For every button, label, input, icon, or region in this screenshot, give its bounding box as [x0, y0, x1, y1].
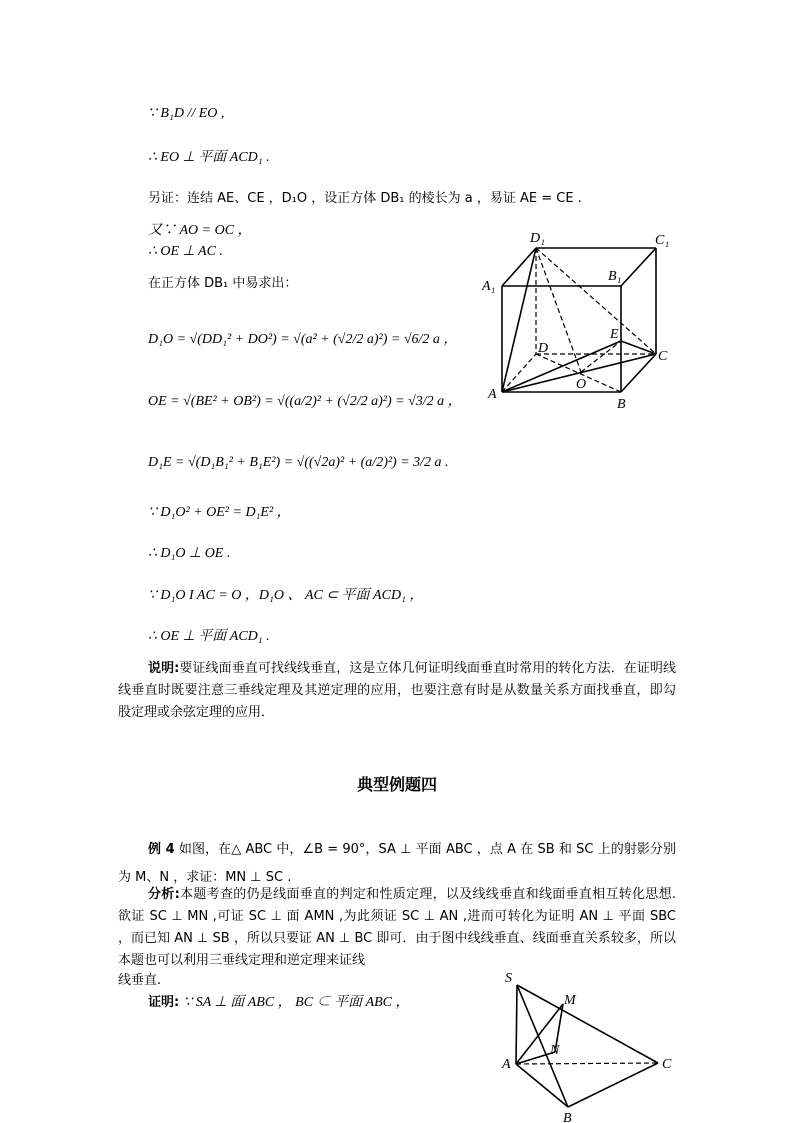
- cube-calc-intro: 在正方体 DB₁ 中易求出：: [148, 276, 298, 291]
- proof-line-parallel: ∵ B₁D // EO ,: [148, 106, 225, 121]
- example-label: 例 4: [148, 842, 175, 857]
- cube-diagram: [480, 226, 690, 426]
- proof-line-ao-oc: 又∵ AO = OC ，: [148, 223, 252, 238]
- proof-line-intersection: ∵ D₁O I AC = O ，D₁O 、 AC ⊂ 平面 ACD₁ ，: [148, 588, 424, 603]
- note-paragraph: [118, 658, 676, 724]
- proof-label: 证明:: [148, 995, 180, 1010]
- cube-label-e: E: [610, 327, 619, 342]
- cube-label-c: C: [658, 349, 668, 364]
- proof-line-conclusion: ∴ OE ⊥ 平面 ACD₁ .: [148, 629, 270, 644]
- section-title: 典型例题四: [356, 775, 437, 794]
- proof-line-oe-perp-ac: ∴ OE ⊥ AC .: [148, 244, 223, 259]
- tri-label-b: B: [563, 1111, 572, 1123]
- tri-label-a: A: [502, 1057, 511, 1072]
- analysis-label: 分析:: [148, 887, 180, 902]
- proof-line-d1o-perp-oe: ∴ D₁O ⊥ OE .: [148, 546, 231, 561]
- formula-oe: OE = √(BE² + OB²) = √((a/2)² + (√2/2 a)²) = √3/2 a ，: [148, 394, 462, 409]
- tri-label-c: C: [662, 1057, 672, 1072]
- cube-label-d1: D₁: [530, 231, 545, 246]
- proof-start: [148, 995, 410, 1011]
- pyramid-diagram: [500, 968, 690, 1123]
- formula-d1o: D₁O = √(DD₁² + DO²) = √(a² + (√2/2 a)²) = √6/2 a ，: [148, 332, 458, 347]
- note-text: 要证线面垂直可找线线垂直，这是立体几何证明线面垂直时常用的转化方法．在证明线线垂直时既要注意三垂线定理及其逆定理的应用，也要注意有时是从数量关系方面找垂直，即勾股定理或余弦定理的应用．: [118, 661, 676, 720]
- cube-label-b1: B₁: [608, 269, 622, 284]
- proof-line-pythagoras: ∵ D₁O² + OE² = D₁E² ，: [148, 505, 291, 520]
- tri-label-s: S: [505, 971, 512, 986]
- alternate-proof-intro: 另证：连结 AE、CE ，D₁O ，设正方体 DB₁ 的棱长为 a ，易证 AE = CE .: [148, 191, 582, 206]
- note-label: 说明:: [148, 661, 180, 676]
- formula-d1e: D₁E = √(D₁B₁² + B₁E²) = √((√2a)² + (a/2)²) = 3/2 a .: [148, 455, 449, 470]
- tri-label-n: N: [550, 1043, 560, 1058]
- cube-label-b: B: [617, 397, 626, 412]
- example-text: 如图，在△ ABC 中，∠B = 90°，SA ⊥ 平面 ABC ，点 A 在 SB 和 SC 上的射影分别为 M、N ，求证：MN ⊥ SC .: [118, 842, 677, 885]
- cube-label-a1: A₁: [482, 279, 496, 294]
- proof-line-eo-perp: ∴ EO ⊥ 平面 ACD₁ .: [148, 150, 270, 165]
- cube-label-d: D: [538, 341, 549, 356]
- cube-label-c1: C₁: [655, 233, 670, 248]
- cube-label-o: O: [576, 377, 587, 392]
- cube-label-a: A: [488, 387, 497, 402]
- analysis-text: 本题考查的仍是线面垂直的判定和性质定理，以及线线垂直和线面垂直相互转化思想.欲证 SC ⊥ MN ,可证 SC ⊥ 面 AMN ,为此须证 SC ⊥ AN ,进而可转化为证明 AN ⊥ 平面 SBC ，而已知 AN ⊥ SB ，所以只要证 AN ⊥ BC 即可．由于图中线线垂直、线面垂直关系较多，所以本题也可以利用三垂线定理和逆定理来证线: [118, 887, 677, 968]
- proof-text: ∵ SA ⊥ 面 ABC ， BC ⊂ 平面 ABC ，: [183, 995, 410, 1010]
- analysis-paragraph: [118, 884, 676, 972]
- analysis-continuation: 线垂直.: [118, 973, 162, 988]
- tri-label-m: M: [564, 993, 576, 1008]
